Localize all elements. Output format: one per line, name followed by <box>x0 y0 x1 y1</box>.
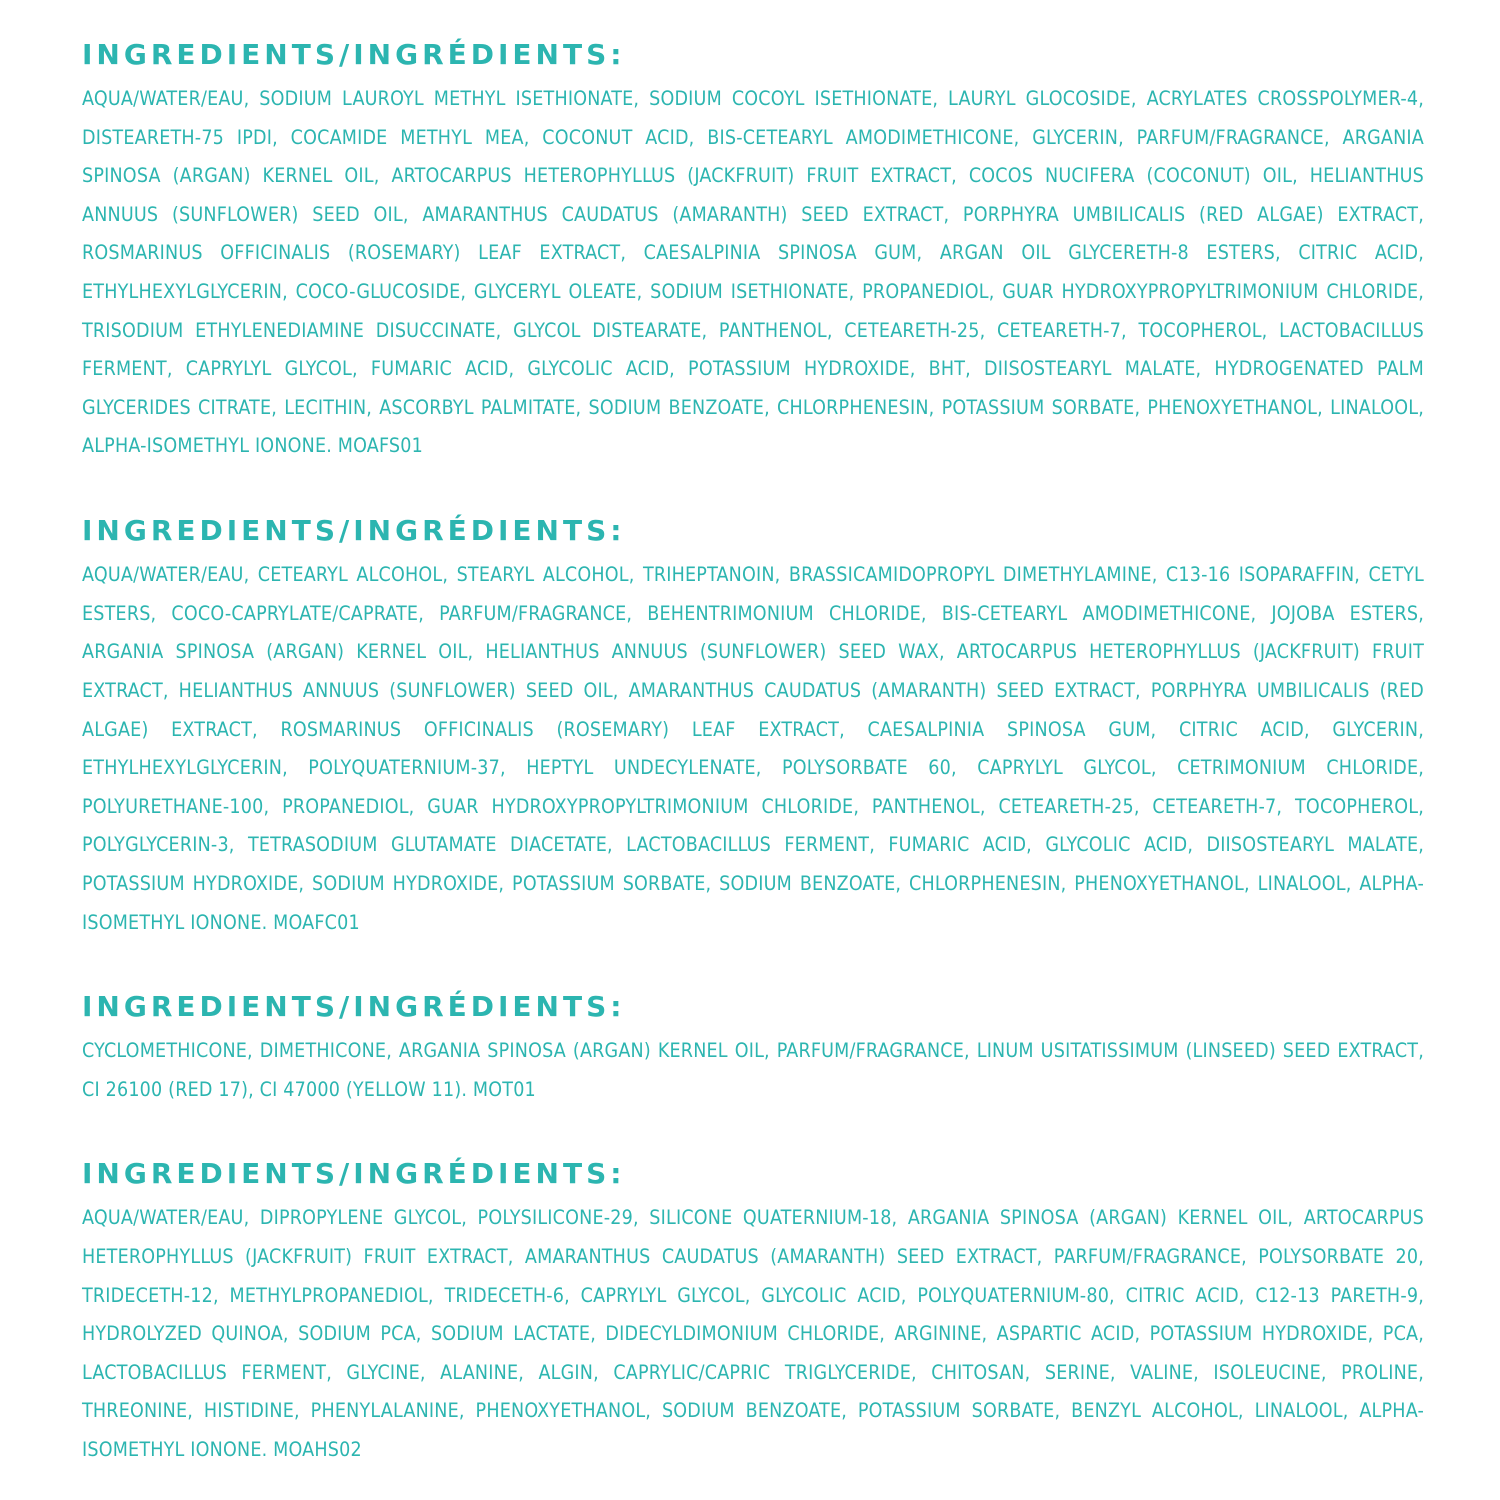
ingredients-section-2 <box>82 506 1424 942</box>
ingredients-section-3 <box>82 982 1424 1109</box>
ingredients-section-1 <box>82 30 1424 466</box>
ingredients-section-4 <box>82 1149 1424 1469</box>
ingredients-page <box>82 30 1424 1470</box>
ingredients-list: AQUA/WATER/EAU, SODIUM LAUROYL METHYL ISETHIONATE, SODIUM COCOYL ISETHIONATE, LAURYL GLOCOSIDE, ACRYLATES CROSSPOLYMER-4, DISTEARETH-75 IPDI, COCAMIDE METHYL MEA, COCONUT ACID, BIS-CETEARYL AMODIMETHICONE, GLYCERIN, PARFUM/FRAGRANCE, ARGANIA SPINOSA (ARGAN) KERNEL OIL, ARTOCARPUS HETEROPHYLLUS (JACKFRUIT) FRUIT EXTRACT, COCOS NUCIFERA (COCONUT) OIL, HELIANTHUS ANNUUS (SUNFLOWER) SEED OIL, AMARANTHUS CAUDATUS (AMARANTH) SEED EXTRACT, PORPHYRA UMBILICALIS (RED ALGAE) EXTRACT, ROSMARINUS OFFICINALIS (ROSEMARY) LEAF EXTRACT, CAESALPINIA SPINOSA GUM, ARGAN OIL GLYCERETH-8 ESTERS, CITRIC ACID, ETHYLHEXYLGLYCERIN, COCO-GLUCOSIDE, GLYCERYL OLEATE, SODIUM ISETHIONATE, PROPANEDIOL, GUAR HYDROXYPROPYLTRIMONIUM CHLORIDE, TRISODIUM ETHYLENEDIAMINE DISUCCINATE, GLYCOL DISTEARATE, PANTHENOL, CETEARETH-25, CETEARETH-7, TOCOPHEROL, LACTOBACILLUS FERMENT, CAPRYLYL GLYCOL, FUMARIC ACID, GLYCOLIC ACID, POTASSIUM HYDROXIDE, BHT, DIISOSTEARYL MALATE, HYDROGENATED PALM GLYCERIDES CITRATE, LECITHIN, ASCORBYL PALMITATE, SODIUM BENZOATE, CHLORPHENESIN, POTASSIUM SORBATE, PHENOXYETHANOL, LINALOOL, ALPHA-ISOMETHYL IONONE. MOAFS01 <box>82 87 1424 458</box>
ingredients-list: AQUA/WATER/EAU, DIPROPYLENE GLYCOL, POLYSILICONE-29, SILICONE QUATERNIUM-18, ARGANIA SPINOSA (ARGAN) KERNEL OIL, ARTOCARPUS HETEROPHYLLUS (JACKFRUIT) FRUIT EXTRACT, AMARANTHUS CAUDATUS (AMARANTH) SEED EXTRACT, PARFUM/FRAGRANCE, POLYSORBATE 20, TRIDECETH-12, METHYLPROPANEDIOL, TRIDECETH-6, CAPRYLYL GLYCOL, GLYCOLIC ACID, POLYQUATERNIUM-80, CITRIC ACID, C12-13 PARETH-9, HYDROLYZED QUINOA, SODIUM PCA, SODIUM LACTATE, DIDECYLDIMONIUM CHLORIDE, ARGININE, ASPARTIC ACID, POTASSIUM HYDROXIDE, PCA, LACTOBACILLUS FERMENT, GLYCINE, ALANINE, ALGIN, CAPRYLIC/CAPRIC TRIGLYCERIDE, CHITOSAN, SERINE, VALINE, ISOLEUCINE, PROLINE, THREONINE, HISTIDINE, PHENYLALANINE, PHENOXYETHANOL, SODIUM BENZOATE, POTASSIUM SORBATE, BENZYL ALCOHOL, LINALOOL, ALPHA-ISOMETHYL IONONE. MOAHS02 <box>82 1206 1424 1462</box>
section-heading: INGREDIENTS/INGRÉDIENTS: <box>82 990 626 1024</box>
section-spacer <box>82 1109 1424 1149</box>
section-heading: INGREDIENTS/INGRÉDIENTS: <box>82 38 626 71</box>
ingredients-list: AQUA/WATER/EAU, CETEARYL ALCOHOL, STEARYL ALCOHOL, TRIHEPTANOIN, BRASSICAMIDOPROPYL DIMETHYLAMINE, C13-16 ISOPARAFFIN, CETYL ESTERS, COCO-CAPRYLATE/CAPRATE, PARFUM/FRAGRANCE, BEHENTRIMONIUM CHLORIDE, BIS-CETEARYL AMODIMETHICONE, JOJOBA ESTERS, ARGANIA SPINOSA (ARGAN) KERNEL OIL, HELIANTHUS ANNUUS (SUNFLOWER) SEED WAX, ARTOCARPUS HETEROPHYLLUS (JACKFRUIT) FRUIT EXTRACT, HELIANTHUS ANNUUS (SUNFLOWER) SEED OIL, AMARANTHUS CAUDATUS (AMARANTH) SEED EXTRACT, PORPHYRA UMBILICALIS (RED ALGAE) EXTRACT, ROSMARINUS OFFICINALIS (ROSEMARY) LEAF EXTRACT, CAESALPINIA SPINOSA GUM, CITRIC ACID, GLYCERIN, ETHYLHEXYLGLYCERIN, POLYQUATERNIUM-37, HEPTYL UNDECYLENATE, POLYSORBATE 60, CAPRYLYL GLYCOL, CETRIMONIUM CHLORIDE, POLYURETHANE-100, PROPANEDIOL, GUAR HYDROXYPROPYLTRIMONIUM CHLORIDE, PANTHENOL, CETEARETH-25, CETEARETH-7, TOCOPHEROL, POLYGLYCERIN-3, TETRASODIUM GLUTAMATE DIACETATE, LACTOBACILLUS FERMENT, FUMARIC ACID, GLYCOLIC ACID, DIISOSTEARYL MALATE, POTASSIUM HYDROXIDE, SODIUM HYDROXIDE, POTASSIUM SORBATE, SODIUM BENZOATE, CHLORPHENESIN, PHENOXYETHANOL, LINALOOL, ALPHA-ISOMETHYL IONONE. MOAFC01 <box>82 563 1424 934</box>
ingredients-list: CYCLOMETHICONE, DIMETHICONE, ARGANIA SPINOSA (ARGAN) KERNEL OIL, PARFUM/FRAGRANCE, LINUM USITATISSIMUM (LINSEED) SEED EXTRACT, CI 26100 (RED 17), CI 47000 (YELLOW 11). MOT01 <box>82 1039 1424 1101</box>
section-heading: INGREDIENTS/INGRÉDIENTS: <box>82 1157 626 1191</box>
section-spacer <box>82 942 1424 982</box>
section-heading: INGREDIENTS/INGRÉDIENTS: <box>82 514 626 548</box>
section-spacer <box>82 466 1424 506</box>
